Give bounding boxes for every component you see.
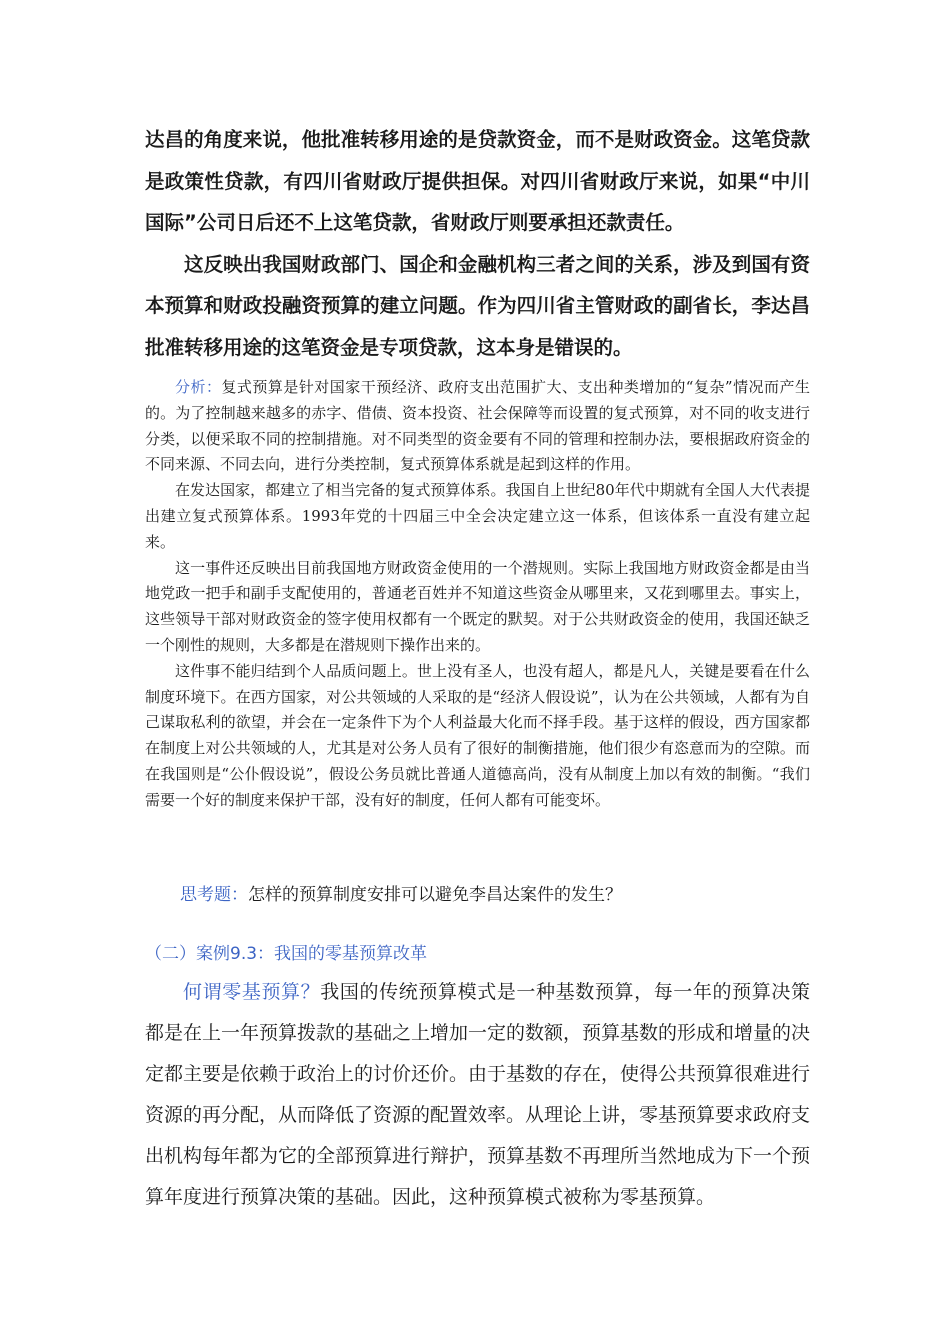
zero-base-section xyxy=(145,940,810,1218)
analysis-label: 分析： xyxy=(175,378,222,396)
section-paragraph xyxy=(145,972,810,1218)
question-line xyxy=(180,882,810,908)
section-body: 我国的传统预算模式是一种基数预算，每一年的预算决策都是在上一年预算拨款的基础之上增加一定的数额，预算基数的形成和增量的决定都主要是依赖于政治上的讨价还价。由于基数的存在，使得公共预算很难进行资源的再分配，从而降低了资源的配置效率。从理论上讲，零基预算要求政府支出机构每年都为它的全部预算进行辩护，预算基数不再理所当然地成为下一个预算年度进行预算决策的基础。因此，这种预算模式被称为零基预算。 xyxy=(145,981,811,1208)
question-section xyxy=(180,882,810,908)
analysis-text-1: 复式预算是针对国家干预经济、政府支出范围扩大、支出种类增加的“复杂”情况而产生的。为了控制越来越多的赤字、借债、资本投资、社会保障等而设置的复式预算，对不同的收支进行分类，以便采取不同的控制措施。对不同类型的资金要有不同的管理和控制办法，要根据政府资金的不同来源、不同去向，进行分类控制，复式预算体系就是起到这样的作用。 xyxy=(145,378,810,474)
question-label: 思考题： xyxy=(180,885,248,905)
analysis-section xyxy=(145,375,810,814)
analysis-paragraph-3: 这一事件还反映出目前我国地方财政资金使用的一个潜规则。实际上我国地方财政资金都是由当地党政一把手和副手支配使用的，普通老百姓并不知道这些资金从哪里来，又花到哪里去。事实上，这些领导干部对财政资金的签字使用权都有一个既定的默契。对于公共财政资金的使用，我国还缺乏一个刚性的规则，大多都是在潜规则下操作出来的。 xyxy=(145,558,810,654)
analysis-paragraph-4: 这件事不能归结到个人品质问题上。世上没有圣人，也没有超人，都是凡人，关键是要看在什么制度环境下。在西方国家，对公共领域的人采取的是“经济人假设说”，认为在公共领域，人都有为自己谋取私利的欲望，并会在一定条件下为个人利益最大化而不择手段。基于这样的假设，西方国家都在制度上对公共领域的人，尤其是对公务人员有了很好的制衡措施，他们很少有恣意而为的空隙。而在我国则是“公仆假设说”，假设公务员就比普通人道德高尚，没有从制度上加以有效的制衡。“我们需要一个好的制度来保护干部，没有好的制度，任何人都有可能变坏。 xyxy=(145,661,810,809)
analysis-paragraph-1 xyxy=(145,375,810,478)
intro-paragraph-1: 达昌的角度来说，他批准转移用途的是贷款资金，而不是财政资金。这笔贷款是政策性贷款，有四川省财政厅提供担保。对四川省财政厅来说，如果“中川国际”公司日后还不上这笔贷款，省财政厅则要承担还款责任。 xyxy=(145,128,810,234)
intro-paragraph-2: 这反映出我国财政部门、国企和金融机构三者之间的关系，涉及到国有资本预算和财政投融资预算的建立问题。作为四川省主管财政的副省长，李达昌批准转移用途的这笔资金是专项贷款，这本身是错误的。 xyxy=(145,252,810,359)
section-heading: （二）案例9.3：我国的零基预算改革 xyxy=(145,944,428,964)
analysis-paragraph-2: 在发达国家，都建立了相当完备的复式预算体系。我国自上世纪80年代中期就有全国人大代表提出建立复式预算体系。1993年党的十四届三中全会决定建立这一体系，但该体系一直没有建立起来。 xyxy=(145,481,810,551)
intro-section xyxy=(145,119,810,368)
question-text: 怎样的预算制度安排可以避免李昌达案件的发生？ xyxy=(248,885,622,905)
section-lead: 何谓零基预算？ xyxy=(183,981,321,1003)
